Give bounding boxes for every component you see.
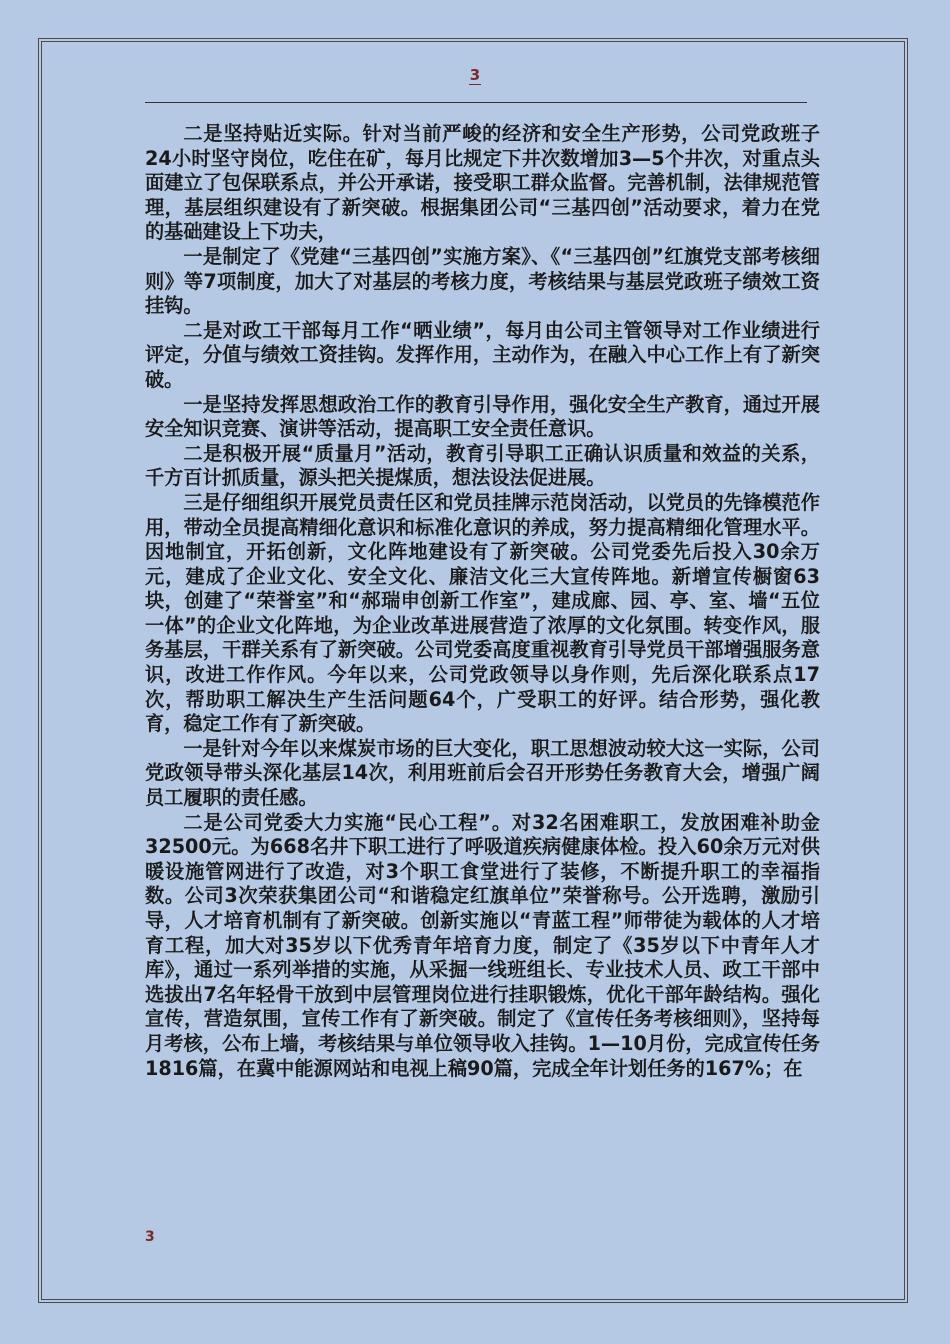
footer-page-number: 3 [145,1229,155,1245]
paragraph: 一是针对今年以来煤炭市场的巨大变化，职工思想波动较大这一实际，公司党政领导带头深化基层14次，利用班前后会召开形势任务教育大会，增强广阔员工履职的责任感。 [145,736,820,810]
paragraph: 三是仔细组织开展党员责任区和党员挂牌示范岗活动，以党员的先锋模范作用，带动全员提高精细化意识和标准化意识的养成，努力提高精细化管理水平。因地制宜，开拓创新，文化阵地建设有了新突破。公司党委先后投入30余万元，建成了企业文化、安全文化、廉洁文化三大宣传阵地。新增宣传橱窗63块，创建了“荣誉室”和“郝瑞申创新工作室”，建成廊、园、亭、室、墙“五位一体”的企业文化阵地，为企业改革进展营造了浓厚的文化氛围。转变作风，服务基层，干群关系有了新突破。公司党委高度重视教育引导党员干部增强服务意识，改进工作作风。今年以来，公司党政领导以身作则，先后深化联系点17次，帮助职工解决生产生活问题64个，广受职工的好评。结合形势，强化教育，稳定工作有了新突破。 [145,490,820,736]
paragraph: 二是坚持贴近实际。针对当前严峻的经济和安全生产形势，公司党政班子24小时坚守岗位，吃住在矿，每月比规定下井次数增加3—5个井次，对重点头面建立了包保联系点，并公开承诺，接受职工群众监督。完善机制，法律规范管理，基层组织建设有了新突破。根据集团公司“三基四创”活动要求，着力在党的基础建设上下功夫， [145,122,820,244]
header-page-number-text: 3 [469,66,481,84]
paragraph: 一是制定了《党建“三基四创”实施方案》、《“三基四创”红旗党支部考核细则》等7项制度，加大了对基层的考核力度，考核结果与基层党政班子绩效工资挂钩。 [145,244,820,318]
paragraph: 二是对政工干部每月工作“晒业绩”，每月由公司主管领导对工作业绩进行评定，分值与绩效工资挂钩。发挥作用，主动作为，在融入中心工作上有了新突破。 [145,318,820,391]
document-body [145,122,820,1081]
paragraph: 二是公司党委大力实施“民心工程”。对32名困难职工，发放困难补助金32500元。为668名井下职工进行了呼吸道疾病健康体检。投入60余万元对供暖设施管网进行了改造，对3个职工食堂进行了装修，不断提升职工的幸福指数。公司3次荣获集团公司“和谐稳定红旗单位”荣誉称号。公开选聘，激励引导，人才培育机制有了新突破。创新实施以“青蓝工程”师带徒为载体的人才培育工程，加大对35岁以下优秀青年培育力度，制定了《35岁以下中青年人才库》，通过一系列举措的实施，从采掘一线班组长、专业技术人员、政工干部中选拔出7名年轻骨干放到中层管理岗位进行挂职锻炼，优化干部年龄结构。强化宣传，营造氛围，宣传工作有了新突破。制定了《宣传任务考核细则》，坚持每月考核，公布上墙，考核结果与单位领导收入挂钩。1—10月份，完成宣传任务1816篇，在冀中能源网站和电视上稿90篇，完成全年计划任务的167%；在 [145,810,820,1080]
paragraph: 一是坚持发挥思想政治工作的教育引导作用，强化安全生产教育，通过开展安全知识竞赛、演讲等活动，提高职工安全责任意识。 [145,392,820,441]
paragraph: 二是积极开展“质量月”活动，教育引导职工正确认识质量和效益的关系，千方百计抓质量，源头把关提煤质，想法设法促进展。 [145,441,820,490]
header-page-number [0,66,950,84]
header-rule [145,102,807,103]
